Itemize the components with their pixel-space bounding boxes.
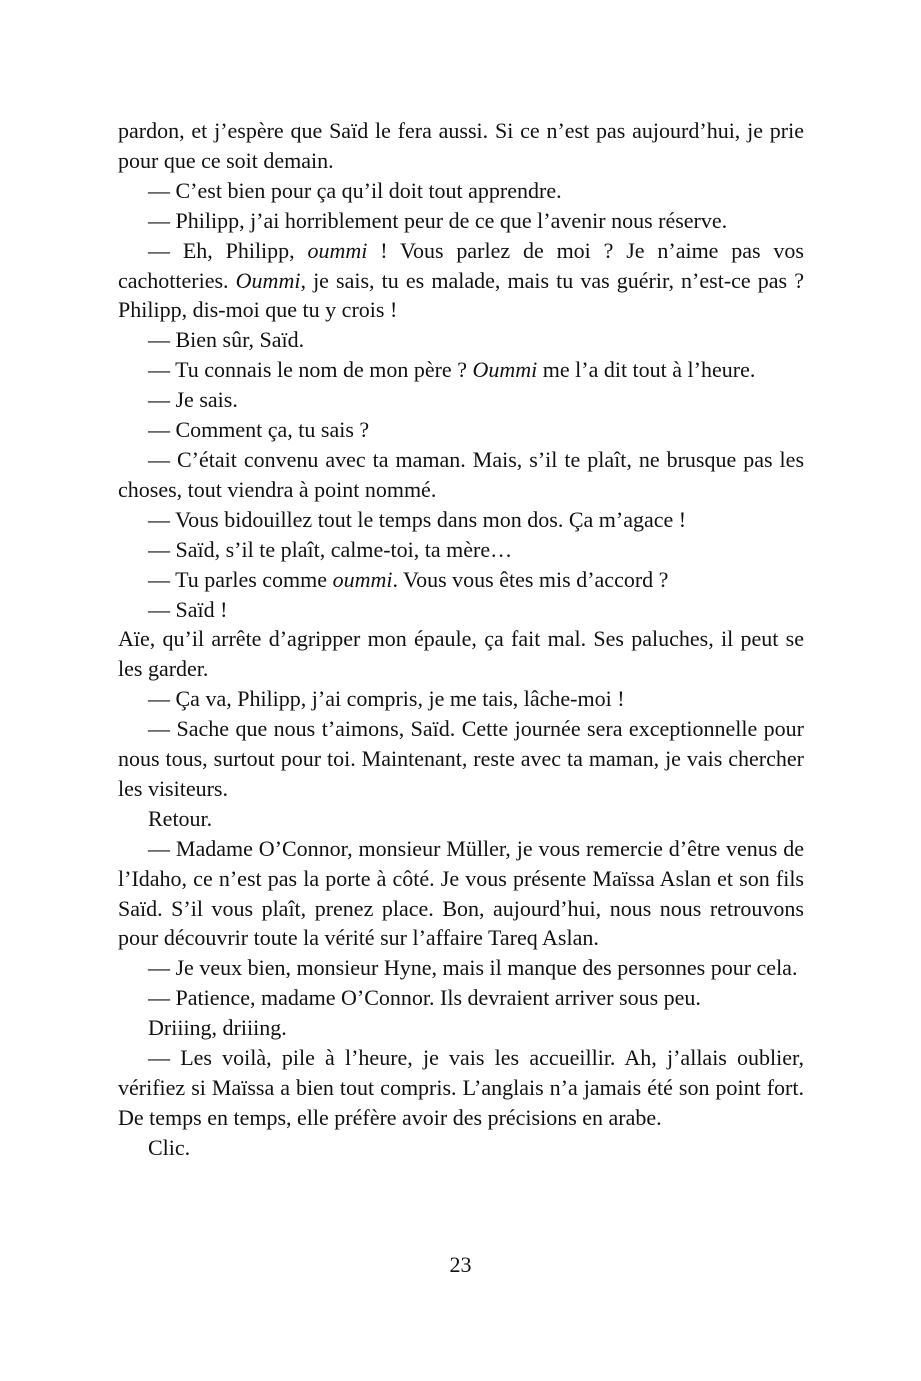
paragraph-22: — Les voilà, pile à l’heure, je vais les accueillir. Ah, j’allais oublier, vérifiez si Maïssa a bien tout compris. L’anglais n’a jamais été son point fort. De temps en temps, elle préfère avoir des précisions en arabe.: [118, 1045, 804, 1130]
paragraph-4: — Eh, Philipp, oummi ! Vous parlez de moi ? Je n’aime pas vos cachotteries. Oummi, je sais, tu es malade, mais tu vas guérir, n’est-ce pas ? Philipp, dis-moi que tu y crois !: [118, 237, 804, 323]
paragraph-6: — Tu connais le nom de mon père ? Oummi me l’a dit tout à l’heure.: [148, 357, 756, 383]
page-body: [118, 116, 804, 1163]
paragraph-9: — C’était convenu avec ta maman. Mais, s’il te plaît, ne brusque pas les choses, tout viendra à point nommé.: [118, 446, 804, 502]
paragraph-14: Aïe, qu’il arrête d’agripper mon épaule, ça fait mal. Ses paluches, il peut se les garder.: [118, 626, 804, 682]
paragraph-3: — Philipp, j’ai horriblement peur de ce que l’avenir nous réserve.: [148, 207, 728, 233]
paragraph-21: Driiing, driiing.: [148, 1015, 287, 1041]
paragraph-19: — Je veux bien, monsieur Hyne, mais il manque des personnes pour cela.: [148, 955, 798, 981]
paragraph-2: — C’est bien pour ça qu’il doit tout apprendre.: [148, 177, 562, 203]
paragraph-7: — Je sais.: [148, 387, 238, 413]
paragraph-8: — Comment ça, tu sais ?: [148, 417, 370, 443]
paragraph-13: — Saïd !: [148, 596, 228, 622]
paragraph-16: — Sache que nous t’aimons, Saïd. Cette journée sera exceptionnelle pour nous tous, surtout pour toi. Maintenant, reste avec ta maman, je vais chercher les visiteurs.: [118, 716, 804, 801]
paragraph-10: — Vous bidouillez tout le temps dans mon dos. Ça m’agace !: [148, 506, 687, 532]
paragraph-15: — Ça va, Philipp, j’ai compris, je me tais, lâche-moi !: [148, 686, 625, 712]
paragraph-23: Clic.: [148, 1134, 191, 1160]
paragraph-1: pardon, et j’espère que Saïd le fera aussi. Si ce n’est pas aujourd’hui, je prie pour que ce soit demain.: [118, 118, 804, 173]
page-number: 23: [449, 1252, 472, 1277]
paragraph-12: — Tu parles comme oummi. Vous vous êtes mis d’accord ?: [148, 566, 669, 592]
paragraph-11: — Saïd, s’il te plaît, calme-toi, ta mère…: [148, 536, 513, 562]
paragraph-17: Retour.: [148, 805, 213, 831]
paragraph-20: — Patience, madame O’Connor. Ils devraient arriver sous peu.: [148, 985, 701, 1011]
paragraph-5: — Bien sûr, Saïd.: [148, 327, 305, 353]
paragraph-18: — Madame O’Connor, monsieur Müller, je vous remercie d’être venus de l’Idaho, ce n’est pas la porte à côté. Je vous présente Maïssa Aslan et son fils Saïd. S’il vous plaît, prenez place. Bon, aujourd’hui, nous nous retrouvons pour découvrir toute la vérité sur l’affaire Tareq Aslan.: [118, 835, 804, 951]
